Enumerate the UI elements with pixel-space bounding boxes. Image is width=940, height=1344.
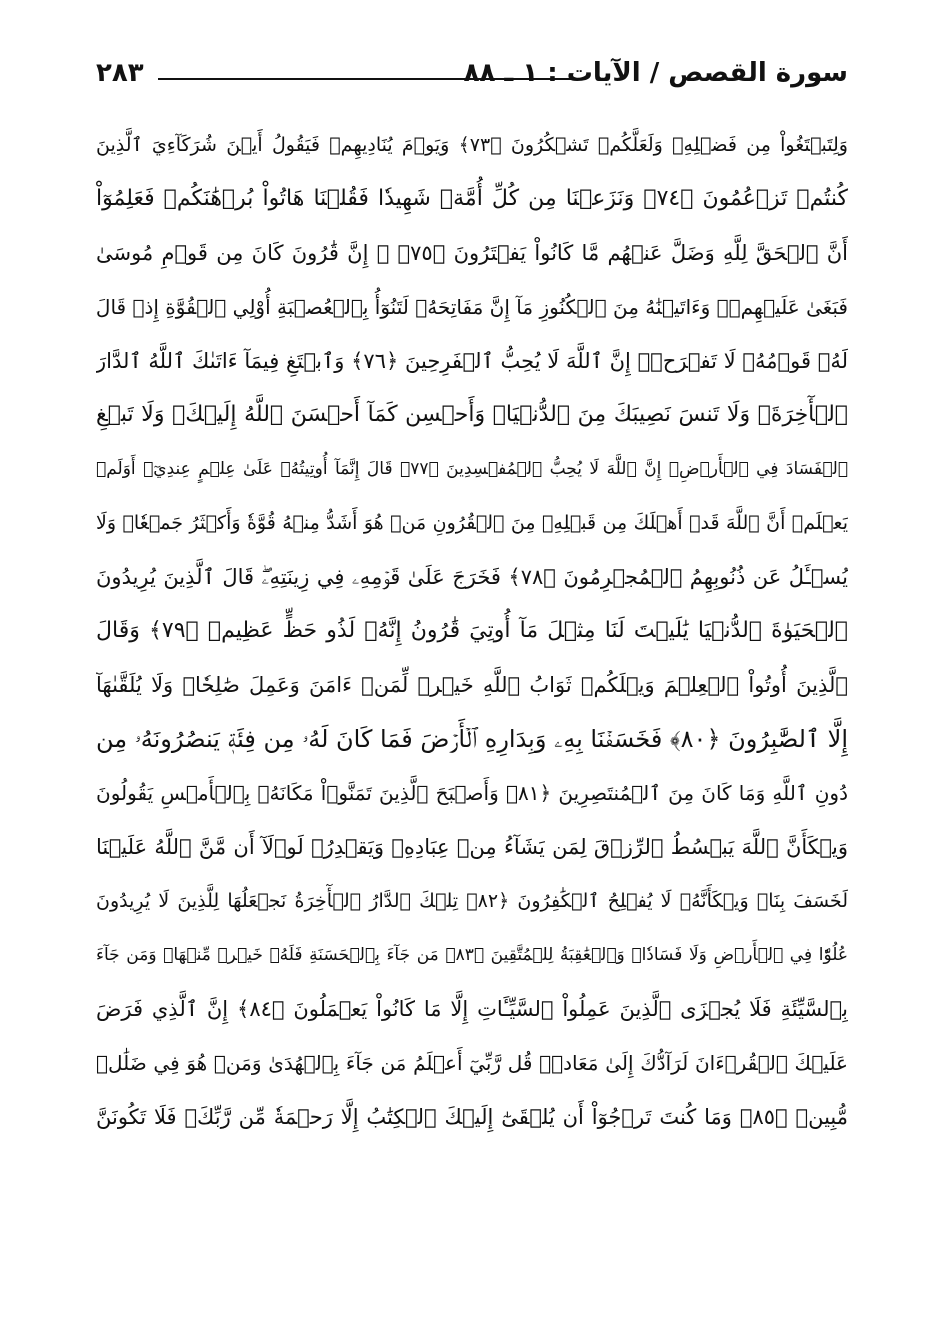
text-line: عَلَيۡكَ ٱلۡقُرۡءَانَ لَرَآدُّكَ إِلَىٰ مَعَادٖۚ قُل رَّبِّيٓ أَعۡلَمُ مَن جَآءَ بِٱلۡهُدَىٰ وَمَنۡ هُوَ فِي ضَلَٰلٖ [96,1051,848,1075]
text-line: ٱلۡأٓخِرَةَۖ وَلَا تَنسَ نَصِيبَكَ مِنَ ٱلدُّنۡيَاۖ وَأَحۡسِن كَمَآ أَحۡسَنَ ٱللَّهُ إِلَيۡكَۖ وَلَا تَبۡغِ [96,402,848,427]
text-line: ٱلۡحَيَوٰةَ ٱلدُّنۡيَا يَٰلَيۡتَ لَنَا مِثۡلَ مَآ أُوتِيَ قَٰرُونُ إِنَّهُۥ لَذُو حَظٍّ عَظِيمٖ ﴿٧٩﴾ وَقَالَ [96,618,848,643]
text-line: وَلِتَبۡتَغُواْ مِن فَضۡلِهِۦ وَلَعَلَّكُمۡ تَشۡكُرُونَ ﴿٧٣﴾ وَيَوۡمَ يُنَادِيهِمۡ فَيَقُولُ أَيۡنَ شُرَكَآءِيَ ٱلَّذِينَ [96,134,848,156]
text-line: بِٱلسَّيِّئَةِ فَلَا يُجۡزَى ٱلَّذِينَ عَمِلُواْ ٱلسَّيِّـَٔاتِ إِلَّا مَا كَانُواْ يَعۡمَلُونَ ﴿٨٤﴾ إِنَّ ٱلَّذِي فَرَضَ [96,997,848,1021]
text-line: يَعۡلَمۡ أَنَّ ٱللَّهَ قَدۡ أَهۡلَكَ مِن قَبۡلِهِۦ مِنَ ٱلۡقُرُونِ مَنۡ هُوَ أَشَدُّ مِنۡهُ قُوَّةٗ وَأَكۡثَرُ جَمۡعٗاۚ وَلَا [96,512,848,534]
text-line: مُّبِينٖ ﴿٨٥﴾ وَمَا كُنتَ تَرۡجُوٓاْ أَن يُلۡقَىٰٓ إِلَيۡكَ ٱلۡكِتَٰبُ إِلَّا رَحۡمَةٗ مِّن رَّبِّكَۖ فَلَا تَكُونَنَّ [96,1105,848,1129]
text-line: لَهُۥ قَوۡمُهُۥ لَا تَفۡرَحۡۖ إِنَّ ٱللَّهَ لَا يُحِبُّ ٱلۡفَرِحِينَ ﴿٧٦﴾ وَٱبۡتَغِ فِيمَآ ءَاتَىٰكَ ٱللَّهُ ٱلدَّارَ [96,349,848,373]
text-line: ٱلۡفَسَادَ فِي ٱلۡأَرۡضِۖ إِنَّ ٱللَّهَ لَا يُحِبُّ ٱلۡمُفۡسِدِينَ ﴿٧٧﴾ قَالَ إِنَّمَآ أُوتِيتُهُۥ عَلَىٰ عِلۡمٍ عِندِيٓۚ أَوَلَمۡ [96,459,848,479]
text-line: ٱلَّذِينَ أُوتُواْ ٱلۡعِلۡمَ وَيۡلَكُمۡ ثَوَابُ ٱللَّهِ خَيۡرٞ لِّمَنۡ ءَامَنَ وَعَمِلَ صَٰلِحٗاۚ وَلَا يُلَقَّىٰهَآ [96,673,848,697]
text-line: إِلَّا ٱلصَّٰبِرُونَ ﴿٨٠﴾ فَخَسَفۡنَا بِهِۦ وَبِدَارِهِ ٱلۡأَرۡضَ فَمَا كَانَ لَهُۥ مِن فِئَةٖ يَنصُرُونَهُۥ مِن [96,725,848,753]
text-line: وَيۡكَأَنَّ ٱللَّهَ يَبۡسُطُ ٱلرِّزۡقَ لِمَن يَشَآءُ مِنۡ عِبَادِهِۦ وَيَقۡدِرُۖ لَوۡلَآ أَن مَّنَّ ٱللَّهُ عَلَيۡنَا [96,835,848,859]
page-number: ٢٨٣ [96,58,144,88]
quran-text-block [96,118,848,1144]
text-line: كُنتُمۡ تَزۡعُمُونَ ﴿٧٤﴾ وَنَزَعۡنَا مِن كُلِّ أُمَّةٖ شَهِيدٗا فَقُلۡنَا هَاتُواْ بُرۡهَٰنَكُمۡ فَعَلِمُوٓاْ [96,186,848,211]
text-line: لَخَسَفَ بِنَاۖ وَيۡكَأَنَّهُۥ لَا يُفۡلِحُ ٱلۡكَٰفِرُونَ ﴿٨٢﴾ تِلۡكَ ٱلدَّارُ ٱلۡأٓخِرَةُ نَجۡعَلُهَا لِلَّذِينَ لَا يُرِيدُونَ [96,890,848,912]
text-line: يُسۡـَٔلُ عَن ذُنُوبِهِمُ ٱلۡمُجۡرِمُونَ ﴿٧٨﴾ فَخَرَجَ عَلَىٰ قَوۡمِهِۦ فِي زِينَتِهِۦۖ قَالَ ٱلَّذِينَ يُرِيدُونَ [96,565,848,589]
text-line: أَنَّ ٱلۡحَقَّ لِلَّهِ وَضَلَّ عَنۡهُم مَّا كَانُواْ يَفۡتَرُونَ ﴿٧٥﴾ ۞ إِنَّ قَٰرُونَ كَانَ مِن قَوۡمِ مُوسَىٰ [96,241,848,265]
header-rule [158,78,578,80]
surah-title: سورة القصص / الآيات : ١ ـ ٨٨ [463,58,848,88]
text-line: عُلُوّٗا فِي ٱلۡأَرۡضِ وَلَا فَسَادٗاۚ وَٱلۡعَٰقِبَةُ لِلۡمُتَّقِينَ ﴿٨٣﴾ مَن جَآءَ بِٱلۡحَسَنَةِ فَلَهُۥ خَيۡرٞ مِّنۡهَاۖ وَمَن جَآءَ [96,945,848,965]
text-line: فَبَغَىٰ عَلَيۡهِمۡۖ وَءَاتَيۡنَٰهُ مِنَ ٱلۡكُنُوزِ مَآ إِنَّ مَفَاتِحَهُۥ لَتَنُوٓأُ بِٱلۡعُصۡبَةِ أُوْلِي ٱلۡقُوَّةِ إِذۡ قَالَ [96,295,848,319]
text-line: دُونِ ٱللَّهِ وَمَا كَانَ مِنَ ٱلۡمُنتَصِرِينَ ﴿٨١﴾ وَأَصۡبَحَ ٱلَّذِينَ تَمَنَّوۡاْ مَكَانَهُۥ بِٱلۡأَمۡسِ يَقُولُونَ [96,781,848,805]
page-header [96,56,848,96]
